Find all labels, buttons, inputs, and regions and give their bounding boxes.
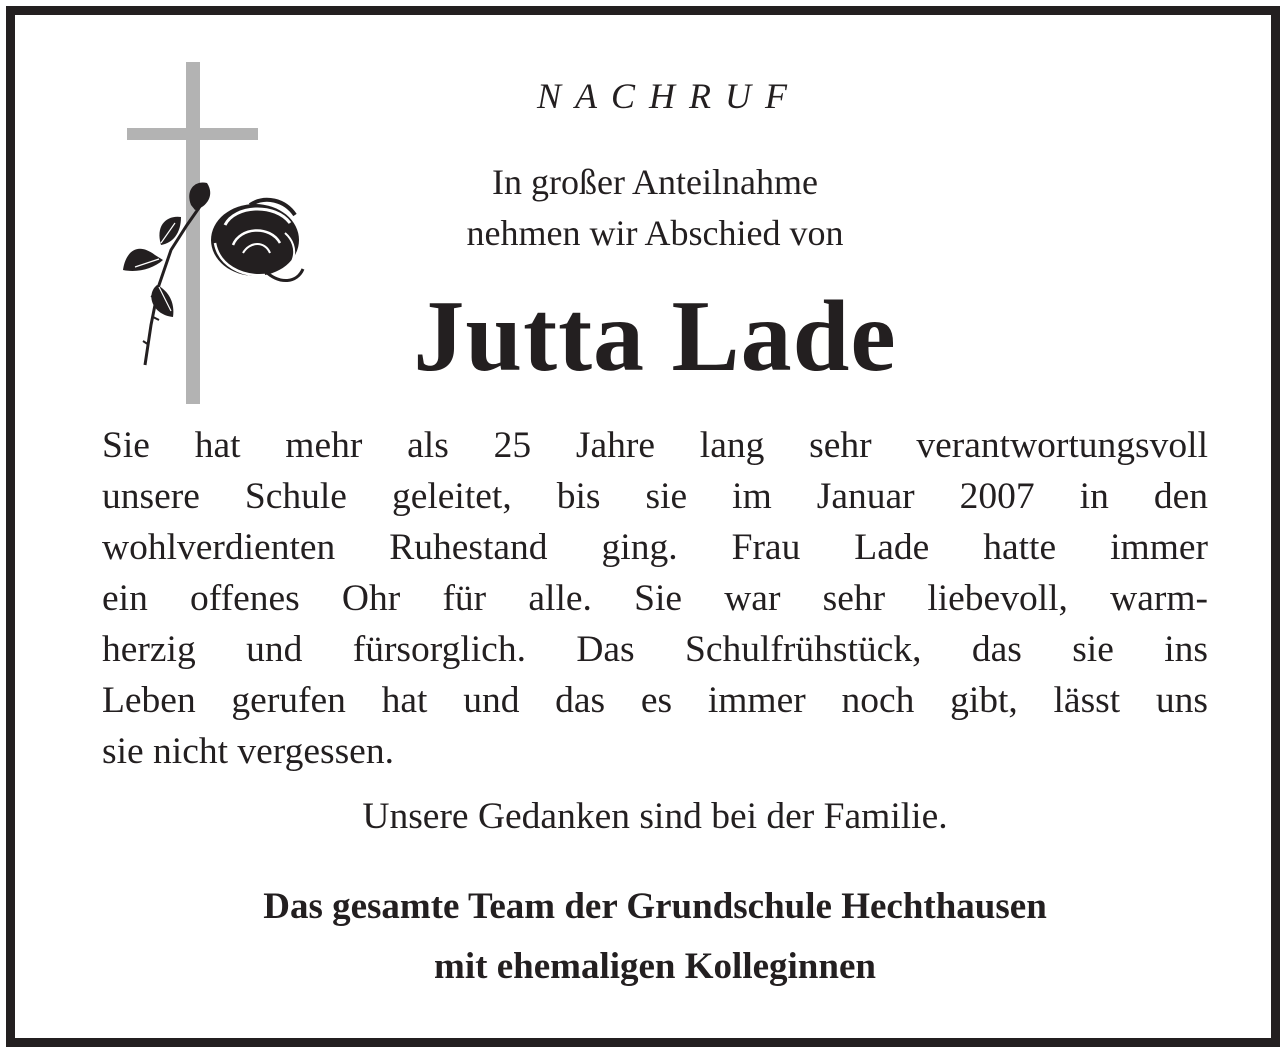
- signature-line: mit ehemaligen Kolleginnen: [434, 946, 876, 987]
- tribute-line: sie nicht vergessen.: [102, 731, 394, 772]
- intro-line: nehmen wir Abschied von: [466, 213, 844, 253]
- tribute-line: herzig und fürsorglich. Das Schulfrühstück, das sie ins: [102, 629, 1208, 670]
- tribute-paragraph: [102, 420, 1208, 777]
- signature-line: Das gesamte Team der Grundschule Hechthausen: [263, 886, 1047, 927]
- intro-line: In großer Anteilnahme: [492, 162, 818, 202]
- closing-line: Unsere Gedanken sind bei der Familie.: [362, 796, 948, 837]
- deceased-name: Jutta Lade: [413, 280, 897, 393]
- notice-heading: NACHRUF: [537, 76, 801, 116]
- tribute-line: Leben gerufen hat und das es immer noch gibt, lässt uns: [102, 680, 1208, 721]
- tribute-line: ein offenes Ohr für alle. Sie war sehr liebevoll, warm-: [102, 578, 1208, 619]
- signature: [95, 877, 1215, 997]
- tribute-line: Sie hat mehr als 25 Jahre lang sehr verantwortungsvoll: [102, 425, 1208, 466]
- tribute-line: unsere Schule geleitet, bis sie im Januar 2007 in den: [102, 476, 1208, 517]
- cross-with-rose-icon: [115, 55, 315, 415]
- intro-text: [315, 157, 995, 259]
- obituary-notice: [6, 6, 1280, 1047]
- tribute-line: wohlverdienten Ruhestand ging. Frau Lade hatte immer: [102, 527, 1208, 568]
